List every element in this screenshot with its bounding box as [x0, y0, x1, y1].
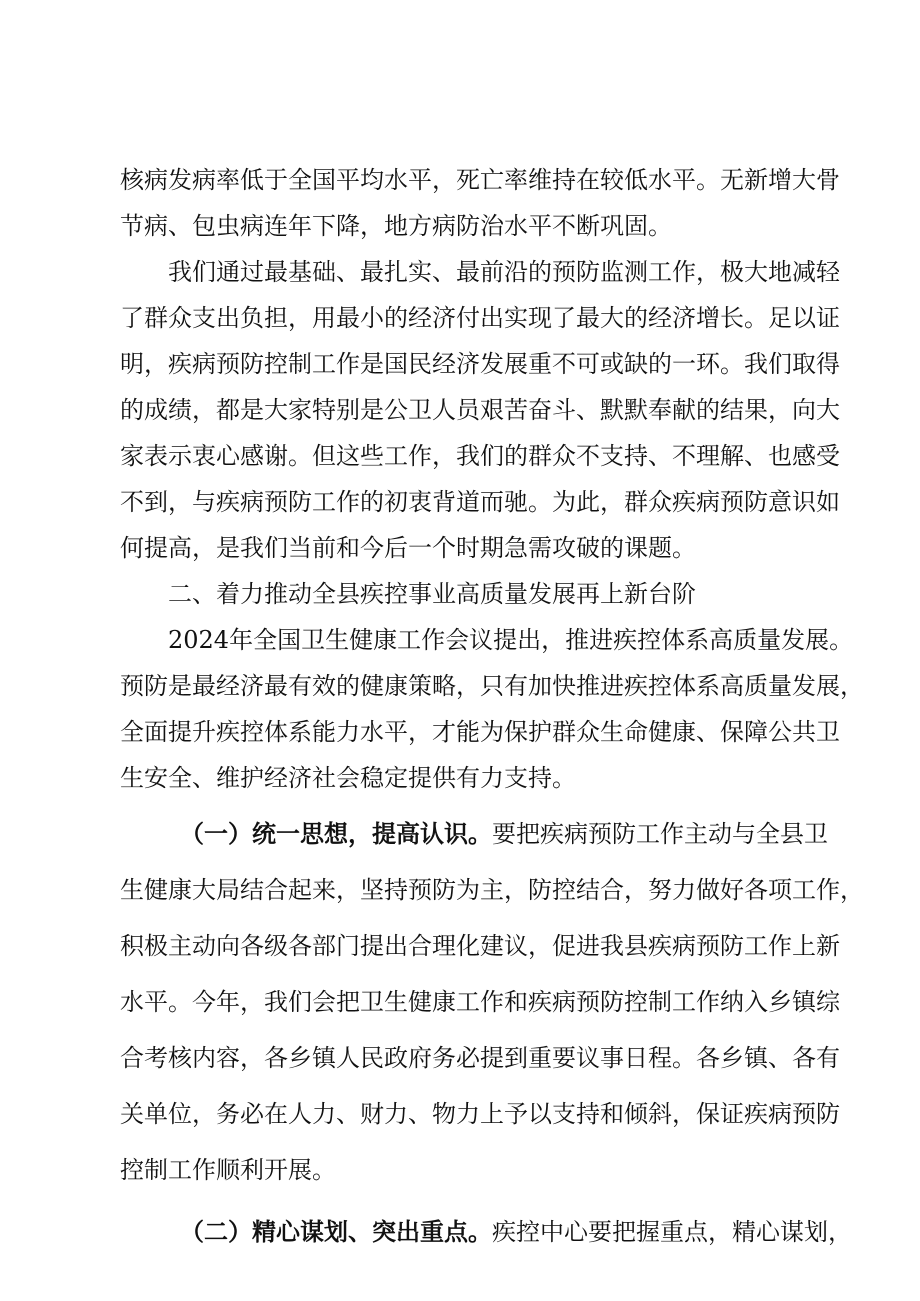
section-1-line-7: 控制工作顺利开展。: [120, 1156, 336, 1184]
paragraph-2-line-6: 不到，与疾病预防工作的初衷背道而驰。为此，群众疾病预防意识如: [120, 488, 840, 516]
section-1-line-6: 关单位，务必在人力、财力、物力上予以支持和倾斜，保证疾病预防: [120, 1100, 840, 1128]
paragraph-2-line-1: 我们通过最基础、最扎实、最前沿的预防监测工作，极大地减轻: [168, 258, 840, 286]
section-1-line-4: 水平。今年，我们会把卫生健康工作和疾病预防控制工作纳入乡镇综: [120, 988, 840, 1016]
section-1-first-line-text: 要把疾病预防工作主动与全县卫: [492, 820, 828, 848]
paragraph-3-line-4: 生安全、维护经济社会稳定提供有力支持。: [120, 764, 576, 792]
paragraph-2-line-3: 明，疾病预防控制工作是国民经济发展重不可或缺的一环。我们取得: [120, 350, 840, 378]
paragraph-2-line-7: 何提高，是我们当前和今后一个时期急需攻破的课题。: [120, 534, 696, 562]
paragraph-2-line-2: 了群众支出负担，用最小的经济付出实现了最大的经济增长。足以证: [120, 304, 840, 332]
paragraph-1-line-2: 节病、包虫病连年下降，地方病防治水平不断巩固。: [120, 212, 672, 240]
section-2-first-line-text: 疾控中心要把握重点，精心谋划，: [492, 1218, 852, 1246]
section-1-line-2: 生健康大局结合起来，坚持预防为主，防控结合，努力做好各项工作，: [120, 876, 864, 904]
section-1-first-line: [180, 812, 828, 856]
section-2-first-line: [180, 1210, 852, 1254]
section-heading-2: 二、着力推动全县疾控事业高质量发展再上新台阶: [168, 580, 696, 608]
section-1-line-5: 合考核内容，各乡镇人民政府务必提到重要议事日程。各乡镇、各有: [120, 1044, 840, 1072]
section-1-title: （一）统一思想，提高认识。: [180, 819, 492, 848]
paragraph-2-line-4: 的成绩，都是大家特别是公卫人员艰苦奋斗、默默奉献的结果，向大: [120, 396, 840, 424]
paragraph-1-line-1: 核病发病率低于全国平均水平，死亡率维持在较低水平。无新增大骨: [120, 166, 840, 194]
paragraph-2-line-5: 家表示衷心感谢。但这些工作，我们的群众不支持、不理解、也感受: [120, 442, 840, 470]
section-2-title: （二）精心谋划、突出重点。: [180, 1217, 492, 1246]
section-1-line-3: 积极主动向各级各部门提出合理化建议，促进我县疾病预防工作上新: [120, 932, 840, 960]
paragraph-3-line-1: 2024年全国卫生健康工作会议提出，推进疾控体系高质量发展。: [168, 626, 854, 654]
paragraph-3-line-3: 全面提升疾控体系能力水平，才能为保护群众生命健康、保障公共卫: [120, 718, 840, 746]
paragraph-3-line-2: 预防是最经济最有效的健康策略，只有加快推进疾控体系高质量发展，: [120, 672, 864, 700]
